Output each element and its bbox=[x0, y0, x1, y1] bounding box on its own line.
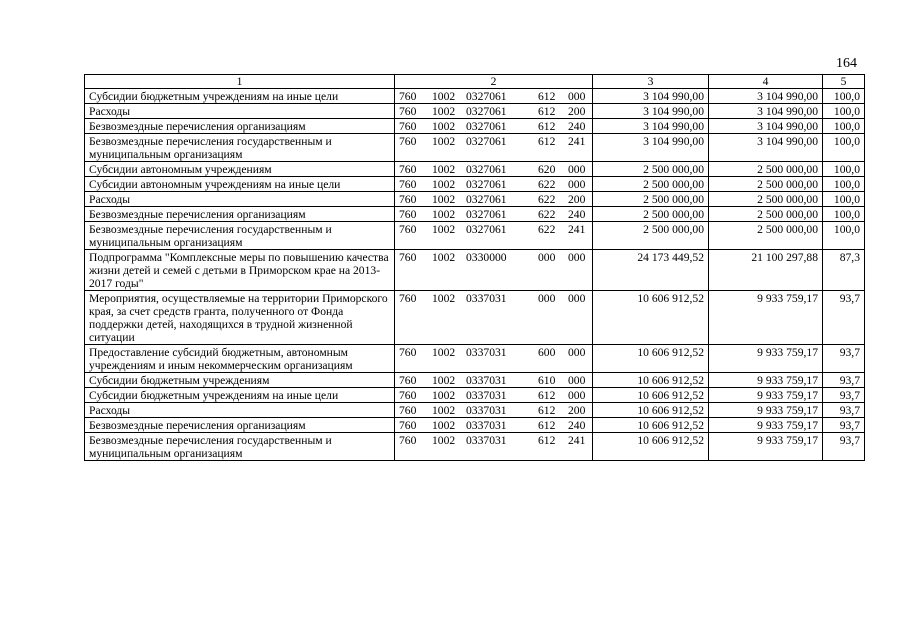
row-name-cell: Субсидии автономным учреждениям bbox=[85, 162, 395, 177]
code-target-article: 0327061 bbox=[466, 223, 507, 236]
row-codes-cell bbox=[395, 345, 593, 373]
execution-percent-cell: 93,7 bbox=[823, 388, 865, 403]
code-expense-type: 622 bbox=[538, 223, 556, 236]
code-kosgu: 200 bbox=[568, 105, 586, 118]
table-row bbox=[85, 177, 865, 192]
code-expense-type: 000 bbox=[538, 251, 556, 264]
row-codes-cell bbox=[395, 89, 593, 104]
execution-percent-cell: 100,0 bbox=[823, 134, 865, 162]
table-body bbox=[85, 89, 865, 461]
table-row bbox=[85, 291, 865, 345]
header-cell-1: 1 bbox=[85, 75, 395, 89]
executed-amount-cell: 9 933 759,17 bbox=[709, 345, 823, 373]
code-expense-type: 612 bbox=[538, 135, 556, 148]
header-cell-4: 4 bbox=[709, 75, 823, 89]
code-ministry: 760 bbox=[399, 292, 417, 305]
code-section: 1002 bbox=[432, 389, 456, 402]
executed-amount-cell: 9 933 759,17 bbox=[709, 291, 823, 345]
code-kosgu: 240 bbox=[568, 120, 586, 133]
row-name-cell: Субсидии автономным учреждениям на иные цели bbox=[85, 177, 395, 192]
code-kosgu: 000 bbox=[568, 163, 586, 176]
code-target-article: 0337031 bbox=[466, 374, 507, 387]
header-cell-2: 2 bbox=[395, 75, 593, 89]
code-expense-type: 620 bbox=[538, 163, 556, 176]
code-ministry: 760 bbox=[399, 223, 417, 236]
executed-amount-cell: 2 500 000,00 bbox=[709, 162, 823, 177]
execution-percent-cell: 93,7 bbox=[823, 345, 865, 373]
code-ministry: 760 bbox=[399, 251, 417, 264]
code-group bbox=[399, 419, 588, 432]
code-ministry: 760 bbox=[399, 389, 417, 402]
code-ministry: 760 bbox=[399, 374, 417, 387]
execution-percent-cell: 100,0 bbox=[823, 177, 865, 192]
code-group bbox=[399, 120, 588, 133]
executed-amount-cell: 9 933 759,17 bbox=[709, 433, 823, 461]
row-codes-cell bbox=[395, 104, 593, 119]
header-row bbox=[85, 75, 865, 89]
execution-percent-cell: 100,0 bbox=[823, 162, 865, 177]
code-kosgu: 000 bbox=[568, 90, 586, 103]
execution-percent-cell: 93,7 bbox=[823, 433, 865, 461]
code-group bbox=[399, 404, 588, 417]
row-name-cell: Мероприятия, осуществляемые на территории Приморского края, за счет средств гранта, полученного от Фонда поддержки детей, находящихся в трудной жизненной ситуации bbox=[85, 291, 395, 345]
table-row bbox=[85, 345, 865, 373]
planned-amount-cell: 3 104 990,00 bbox=[593, 134, 709, 162]
execution-percent-cell: 93,7 bbox=[823, 291, 865, 345]
code-ministry: 760 bbox=[399, 404, 417, 417]
table-row bbox=[85, 433, 865, 461]
planned-amount-cell: 24 173 449,52 bbox=[593, 250, 709, 291]
code-group bbox=[399, 208, 588, 221]
code-target-article: 0337031 bbox=[466, 434, 507, 447]
code-expense-type: 612 bbox=[538, 105, 556, 118]
row-name-cell: Расходы bbox=[85, 403, 395, 418]
code-expense-type: 612 bbox=[538, 90, 556, 103]
row-name-cell: Субсидии бюджетным учреждениям на иные цели bbox=[85, 388, 395, 403]
row-codes-cell bbox=[395, 119, 593, 134]
row-name-cell: Безвозмездные перечисления государственным и муниципальным организациям bbox=[85, 222, 395, 250]
executed-amount-cell: 2 500 000,00 bbox=[709, 207, 823, 222]
table-row bbox=[85, 418, 865, 433]
code-expense-type: 612 bbox=[538, 419, 556, 432]
code-kosgu: 000 bbox=[568, 374, 586, 387]
code-target-article: 0337031 bbox=[466, 292, 507, 305]
code-target-article: 0337031 bbox=[466, 346, 507, 359]
executed-amount-cell: 3 104 990,00 bbox=[709, 134, 823, 162]
code-ministry: 760 bbox=[399, 434, 417, 447]
planned-amount-cell: 2 500 000,00 bbox=[593, 162, 709, 177]
planned-amount-cell: 10 606 912,52 bbox=[593, 291, 709, 345]
planned-amount-cell: 10 606 912,52 bbox=[593, 403, 709, 418]
code-group bbox=[399, 251, 588, 264]
executed-amount-cell: 9 933 759,17 bbox=[709, 373, 823, 388]
executed-amount-cell: 21 100 297,88 bbox=[709, 250, 823, 291]
execution-percent-cell: 93,7 bbox=[823, 403, 865, 418]
executed-amount-cell: 2 500 000,00 bbox=[709, 177, 823, 192]
code-section: 1002 bbox=[432, 292, 456, 305]
code-group bbox=[399, 434, 588, 447]
table-row bbox=[85, 403, 865, 418]
table-row bbox=[85, 104, 865, 119]
code-expense-type: 622 bbox=[538, 208, 556, 221]
code-section: 1002 bbox=[432, 178, 456, 191]
code-target-article: 0327061 bbox=[466, 193, 507, 206]
code-section: 1002 bbox=[432, 223, 456, 236]
code-group bbox=[399, 346, 588, 359]
code-kosgu: 000 bbox=[568, 178, 586, 191]
code-ministry: 760 bbox=[399, 208, 417, 221]
code-ministry: 760 bbox=[399, 105, 417, 118]
table-row bbox=[85, 89, 865, 104]
row-name-cell: Расходы bbox=[85, 192, 395, 207]
code-section: 1002 bbox=[432, 120, 456, 133]
code-ministry: 760 bbox=[399, 90, 417, 103]
row-codes-cell bbox=[395, 388, 593, 403]
planned-amount-cell: 10 606 912,52 bbox=[593, 345, 709, 373]
code-group bbox=[399, 389, 588, 402]
row-name-cell: Расходы bbox=[85, 104, 395, 119]
code-expense-type: 000 bbox=[538, 292, 556, 305]
execution-percent-cell: 100,0 bbox=[823, 207, 865, 222]
table-row bbox=[85, 192, 865, 207]
code-ministry: 760 bbox=[399, 135, 417, 148]
code-kosgu: 240 bbox=[568, 208, 586, 221]
page-number: 164 bbox=[836, 56, 857, 71]
row-codes-cell bbox=[395, 418, 593, 433]
row-codes-cell bbox=[395, 222, 593, 250]
row-name-cell: Безвозмездные перечисления государственным и муниципальным организациям bbox=[85, 134, 395, 162]
code-kosgu: 241 bbox=[568, 434, 586, 447]
code-target-article: 0327061 bbox=[466, 178, 507, 191]
code-group bbox=[399, 163, 588, 176]
code-expense-type: 622 bbox=[538, 193, 556, 206]
code-section: 1002 bbox=[432, 208, 456, 221]
executed-amount-cell: 9 933 759,17 bbox=[709, 418, 823, 433]
row-codes-cell bbox=[395, 250, 593, 291]
code-target-article: 0327061 bbox=[466, 163, 507, 176]
code-target-article: 0337031 bbox=[466, 389, 507, 402]
code-expense-type: 612 bbox=[538, 434, 556, 447]
row-name-cell: Безвозмездные перечисления организациям bbox=[85, 119, 395, 134]
row-codes-cell bbox=[395, 291, 593, 345]
row-name-cell: Субсидии бюджетным учреждениям bbox=[85, 373, 395, 388]
code-ministry: 760 bbox=[399, 120, 417, 133]
planned-amount-cell: 2 500 000,00 bbox=[593, 222, 709, 250]
code-ministry: 760 bbox=[399, 346, 417, 359]
code-expense-type: 622 bbox=[538, 178, 556, 191]
code-section: 1002 bbox=[432, 251, 456, 264]
row-name-cell: Предоставление субсидий бюджетным, автономным учреждениям и иным некоммерческим организациям bbox=[85, 345, 395, 373]
row-name-cell: Субсидии бюджетным учреждениям на иные цели bbox=[85, 89, 395, 104]
code-target-article: 0327061 bbox=[466, 135, 507, 148]
executed-amount-cell: 3 104 990,00 bbox=[709, 119, 823, 134]
code-target-article: 0327061 bbox=[466, 90, 507, 103]
executed-amount-cell: 9 933 759,17 bbox=[709, 403, 823, 418]
execution-percent-cell: 100,0 bbox=[823, 104, 865, 119]
code-kosgu: 200 bbox=[568, 193, 586, 206]
row-name-cell: Безвозмездные перечисления организациям bbox=[85, 207, 395, 222]
planned-amount-cell: 10 606 912,52 bbox=[593, 418, 709, 433]
executed-amount-cell: 9 933 759,17 bbox=[709, 388, 823, 403]
execution-percent-cell: 100,0 bbox=[823, 119, 865, 134]
row-codes-cell bbox=[395, 207, 593, 222]
code-section: 1002 bbox=[432, 193, 456, 206]
row-codes-cell bbox=[395, 162, 593, 177]
code-target-article: 0327061 bbox=[466, 208, 507, 221]
row-codes-cell bbox=[395, 177, 593, 192]
code-section: 1002 bbox=[432, 105, 456, 118]
row-codes-cell bbox=[395, 134, 593, 162]
code-target-article: 0337031 bbox=[466, 419, 507, 432]
code-kosgu: 240 bbox=[568, 419, 586, 432]
row-codes-cell bbox=[395, 373, 593, 388]
code-group bbox=[399, 193, 588, 206]
planned-amount-cell: 2 500 000,00 bbox=[593, 192, 709, 207]
execution-percent-cell: 100,0 bbox=[823, 192, 865, 207]
execution-percent-cell: 100,0 bbox=[823, 89, 865, 104]
executed-amount-cell: 2 500 000,00 bbox=[709, 222, 823, 250]
code-section: 1002 bbox=[432, 135, 456, 148]
code-group bbox=[399, 223, 588, 236]
code-section: 1002 bbox=[432, 404, 456, 417]
code-group bbox=[399, 178, 588, 191]
code-target-article: 0330000 bbox=[466, 251, 507, 264]
execution-percent-cell: 87,3 bbox=[823, 250, 865, 291]
code-kosgu: 241 bbox=[568, 135, 586, 148]
code-kosgu: 200 bbox=[568, 404, 586, 417]
table-row bbox=[85, 222, 865, 250]
code-expense-type: 612 bbox=[538, 389, 556, 402]
code-target-article: 0327061 bbox=[466, 105, 507, 118]
planned-amount-cell: 2 500 000,00 bbox=[593, 177, 709, 192]
code-target-article: 0337031 bbox=[466, 404, 507, 417]
planned-amount-cell: 3 104 990,00 bbox=[593, 89, 709, 104]
header-cell-3: 3 bbox=[593, 75, 709, 89]
code-section: 1002 bbox=[432, 90, 456, 103]
code-section: 1002 bbox=[432, 374, 456, 387]
executed-amount-cell: 2 500 000,00 bbox=[709, 192, 823, 207]
code-ministry: 760 bbox=[399, 163, 417, 176]
planned-amount-cell: 2 500 000,00 bbox=[593, 207, 709, 222]
planned-amount-cell: 10 606 912,52 bbox=[593, 373, 709, 388]
code-kosgu: 241 bbox=[568, 223, 586, 236]
code-expense-type: 600 bbox=[538, 346, 556, 359]
code-kosgu: 000 bbox=[568, 292, 586, 305]
code-section: 1002 bbox=[432, 434, 456, 447]
code-kosgu: 000 bbox=[568, 251, 586, 264]
code-expense-type: 612 bbox=[538, 120, 556, 133]
table-row bbox=[85, 162, 865, 177]
row-name-cell: Безвозмездные перечисления организациям bbox=[85, 418, 395, 433]
code-group bbox=[399, 292, 588, 305]
code-group bbox=[399, 135, 588, 148]
table-row bbox=[85, 119, 865, 134]
table-row bbox=[85, 207, 865, 222]
header-cell-5: 5 bbox=[823, 75, 865, 89]
table-row bbox=[85, 134, 865, 162]
planned-amount-cell: 10 606 912,52 bbox=[593, 388, 709, 403]
code-section: 1002 bbox=[432, 419, 456, 432]
code-group bbox=[399, 374, 588, 387]
code-group bbox=[399, 90, 588, 103]
row-codes-cell bbox=[395, 403, 593, 418]
row-name-cell: Безвозмездные перечисления государственным и муниципальным организациям bbox=[85, 433, 395, 461]
execution-percent-cell: 93,7 bbox=[823, 373, 865, 388]
code-ministry: 760 bbox=[399, 193, 417, 206]
row-codes-cell bbox=[395, 433, 593, 461]
row-name-cell: Подпрограмма "Комплексные меры по повышению качества жизни детей и семей с детьми в Приморском крае на 2013-2017 годы" bbox=[85, 250, 395, 291]
planned-amount-cell: 3 104 990,00 bbox=[593, 104, 709, 119]
executed-amount-cell: 3 104 990,00 bbox=[709, 104, 823, 119]
table-row bbox=[85, 388, 865, 403]
code-kosgu: 000 bbox=[568, 389, 586, 402]
budget-table bbox=[84, 74, 865, 461]
code-section: 1002 bbox=[432, 346, 456, 359]
executed-amount-cell: 3 104 990,00 bbox=[709, 89, 823, 104]
table-row bbox=[85, 373, 865, 388]
code-target-article: 0327061 bbox=[466, 120, 507, 133]
code-kosgu: 000 bbox=[568, 346, 586, 359]
code-expense-type: 610 bbox=[538, 374, 556, 387]
code-section: 1002 bbox=[432, 163, 456, 176]
planned-amount-cell: 10 606 912,52 bbox=[593, 433, 709, 461]
code-ministry: 760 bbox=[399, 178, 417, 191]
execution-percent-cell: 93,7 bbox=[823, 418, 865, 433]
code-group bbox=[399, 105, 588, 118]
row-codes-cell bbox=[395, 192, 593, 207]
code-expense-type: 612 bbox=[538, 404, 556, 417]
execution-percent-cell: 100,0 bbox=[823, 222, 865, 250]
planned-amount-cell: 3 104 990,00 bbox=[593, 119, 709, 134]
table-row bbox=[85, 250, 865, 291]
code-ministry: 760 bbox=[399, 419, 417, 432]
